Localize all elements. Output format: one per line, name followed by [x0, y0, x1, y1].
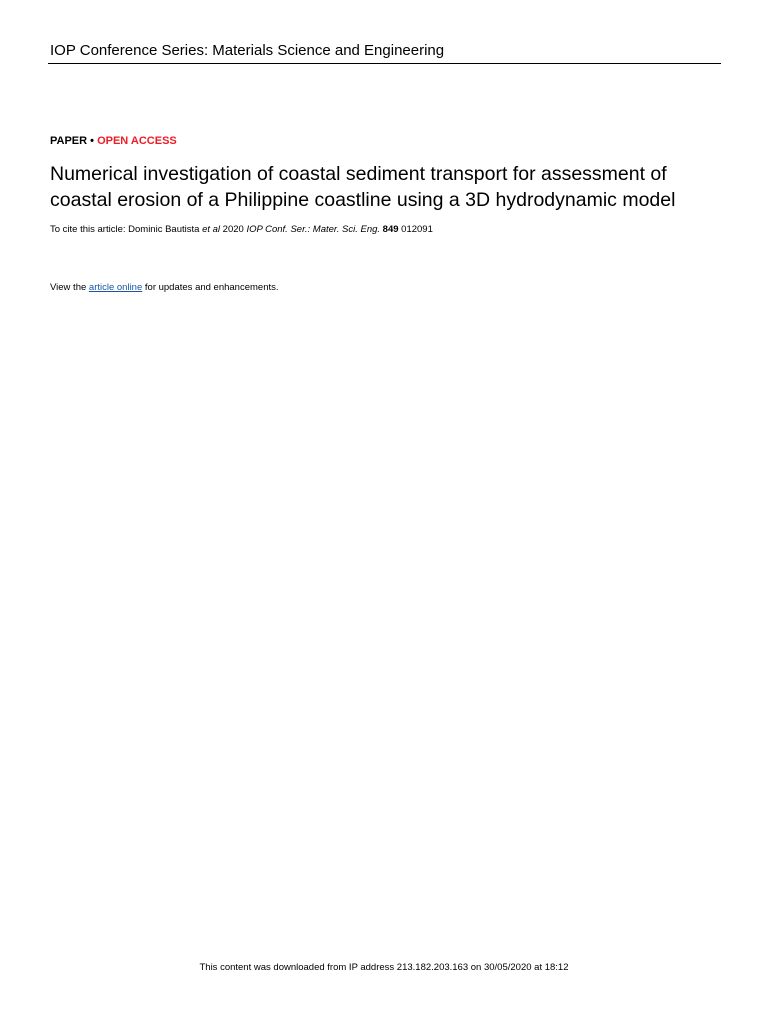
citation [50, 224, 433, 235]
article-title-line-2: coastal erosion of a Philippine coastline using a 3D hydrodynamic model [50, 189, 676, 211]
article-title [50, 161, 740, 213]
view-online-prefix: View the [50, 282, 87, 293]
view-online-note [50, 282, 279, 293]
journal-header: IOP Conference Series: Materials Science and Engineering [50, 42, 445, 59]
download-note: This content was downloaded from IP address 213.182.203.163 on 30/05/2020 at 18:12 [199, 962, 569, 973]
citation-journal: IOP Conf. Ser.: Mater. Sci. Eng. [246, 224, 381, 235]
citation-prefix: To cite this article: Dominic Bautista [50, 224, 200, 235]
citation-year: 2020 [222, 224, 244, 235]
open-access-label: OPEN ACCESS [97, 135, 177, 147]
article-online-link[interactable]: article online [88, 282, 143, 293]
view-online-suffix: for updates and enhancements. [144, 282, 279, 293]
citation-volume: 849 [382, 224, 399, 235]
separator-bullet: • [90, 135, 95, 147]
paper-label [50, 135, 177, 147]
article-title-line-1: Numerical investigation of coastal sediment transport for assessment of [50, 163, 667, 185]
citation-et-al: et al [202, 224, 221, 235]
header-divider [48, 63, 721, 64]
citation-article-number: 012091 [401, 224, 433, 235]
paper-type-label: PAPER [50, 135, 88, 147]
